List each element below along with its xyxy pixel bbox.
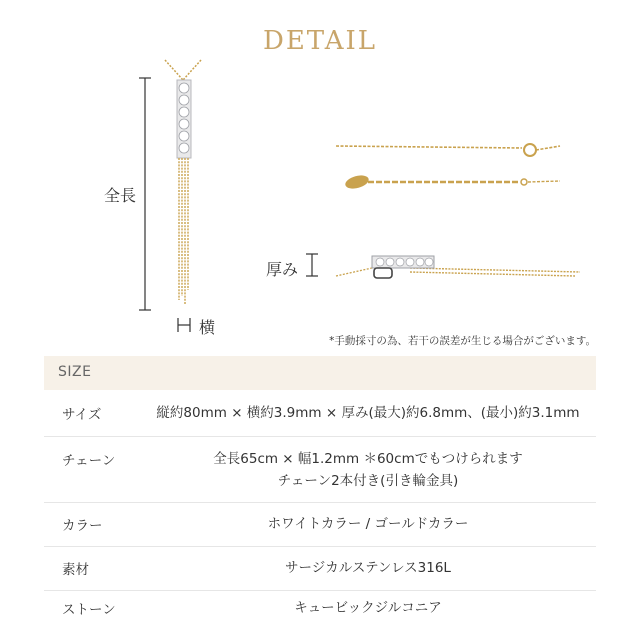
spec-label: カラー <box>62 518 103 534</box>
pendant-front-view <box>165 60 201 304</box>
detail-title: DETAIL <box>262 26 378 56</box>
spec-value: 縦約80mm × 横約3.9mm × 厚み(最大)約6.8mm、(最小)約3.1mm <box>156 405 580 421</box>
size-section-header <box>44 356 596 390</box>
size-heading: SIZE <box>58 364 92 380</box>
spec-label: チェーン <box>62 453 116 469</box>
width-dimension-line <box>178 318 190 332</box>
spec-label: サイズ <box>62 407 102 423</box>
spec-row-stone <box>44 590 596 634</box>
spec-value-line-2: チェーン2本付き(引き輪金具) <box>277 473 459 489</box>
spec-row-material <box>44 546 596 591</box>
spec-value: キュービックジルコニア <box>294 600 442 616</box>
width-label: 横 <box>199 318 216 337</box>
pendant-side-view <box>336 256 580 278</box>
total-length-label: 全長 <box>104 186 137 205</box>
spec-row-color <box>44 502 596 547</box>
spec-row-chain <box>44 436 596 503</box>
measurement-note: *手動採寸の為、若干の誤差が生じる場合がございます。 <box>329 335 596 347</box>
length-dimension-line <box>139 78 151 310</box>
spec-label: 素材 <box>62 562 89 578</box>
spec-value-line-1: 全長65cm × 幅1.2mm ＊60cmでもつけられます <box>213 451 523 467</box>
spec-value: サージカルステンレス316L <box>285 560 451 576</box>
extender-chain <box>344 173 560 191</box>
spec-row-size <box>44 390 596 437</box>
thickness-label: 厚み <box>266 260 299 279</box>
thickness-dimension-line <box>306 254 318 276</box>
chain-with-clasp <box>336 144 560 156</box>
spec-label: ストーン <box>62 602 116 618</box>
spec-value: ホワイトカラー / ゴールドカラー <box>267 516 469 532</box>
